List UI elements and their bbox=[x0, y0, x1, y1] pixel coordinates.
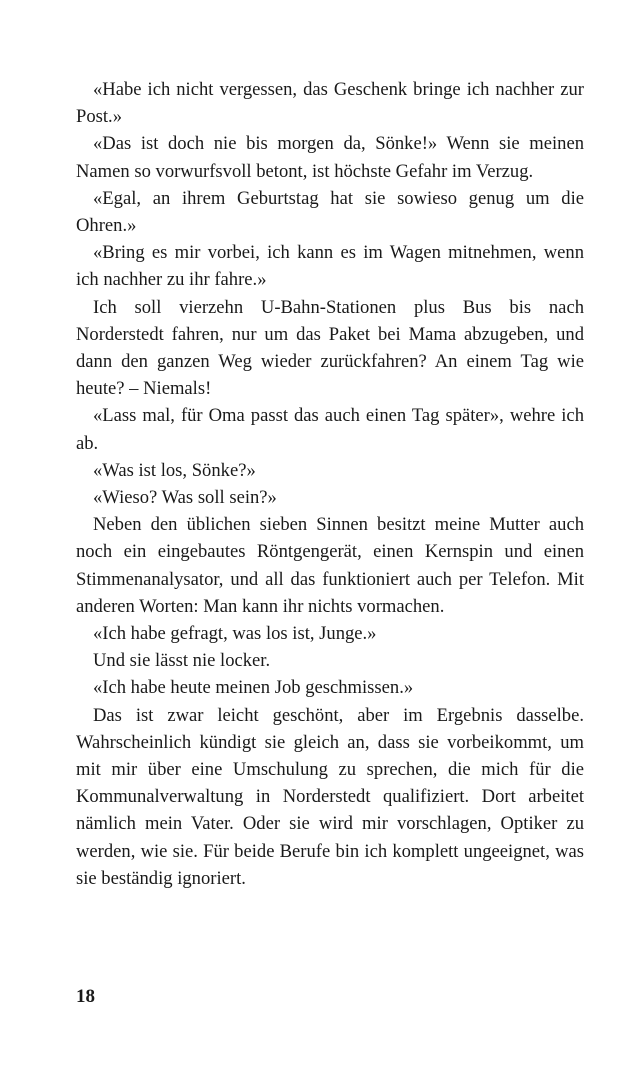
paragraph-2: «Das ist doch nie bis morgen da, Sönke!» Wenn sie meinen Namen so vorwurfsvoll betont, ist höchste Gefahr im Verzug. bbox=[76, 133, 584, 182]
paragraph-5: Ich soll vierzehn U-Bahn-Stationen plus Bus bis nach Norderstedt fahren, nur um das Paket bei Mama abzugeben, und dann den ganzen Weg wieder zurückfahren? An einem Tag wie heute? – Niemals! bbox=[76, 296, 584, 400]
paragraph-4: «Bring es mir vorbei, ich kann es im Wagen mitnehmen, wenn ich nachher zu ihr fahre.» bbox=[76, 242, 584, 291]
paragraph-11: Und sie lässt nie locker. bbox=[93, 650, 271, 672]
paragraph-13: Das ist zwar leicht geschönt, aber im Ergebnis dasselbe. Wahrscheinlich kündigt sie gleich an, dass sie vorbeikommt, um mit mir über eine Umschulung zu sprechen, die mich für die Kommunalverwaltung in Norderstedt qualifiziert. Dort arbeitet nämlich mein Vater. Oder sie wird mir vorschlagen, Optiker zu werden, wie sie. Für beide Berufe bin ich komplett ungeeignet, was sie beständig ignoriert. bbox=[76, 704, 584, 889]
paragraph-3: «Egal, an ihrem Geburtstag hat sie sowieso genug um die Ohren.» bbox=[76, 187, 584, 237]
paragraph-12: «Ich habe heute meinen Job geschmissen.» bbox=[93, 677, 414, 699]
paragraph-7: «Was ist los, Sönke?» bbox=[93, 459, 256, 481]
page-number: 18 bbox=[76, 986, 95, 1007]
paragraph-10: «Ich habe gefragt, was los ist, Junge.» bbox=[93, 623, 377, 645]
paragraph-6: «Lass mal, für Oma passt das auch einen Tag später», wehre ich ab. bbox=[76, 405, 584, 454]
paragraph-1: «Habe ich nicht vergessen, das Geschenk bringe ich nachher zur Post.» bbox=[76, 79, 584, 128]
book-page-text bbox=[76, 76, 584, 892]
paragraph-9: Neben den üblichen sieben Sinnen besitzt meine Mutter auch noch ein eingebautes Röntgengerät, einen Kernspin und einen Stimmenanalysator, und all das funktioniert auch per Telefon. Mit anderen Worten: Man kann ihr nichts vormachen. bbox=[76, 514, 584, 617]
paragraph-8: «Wieso? Was soll sein?» bbox=[93, 487, 277, 509]
